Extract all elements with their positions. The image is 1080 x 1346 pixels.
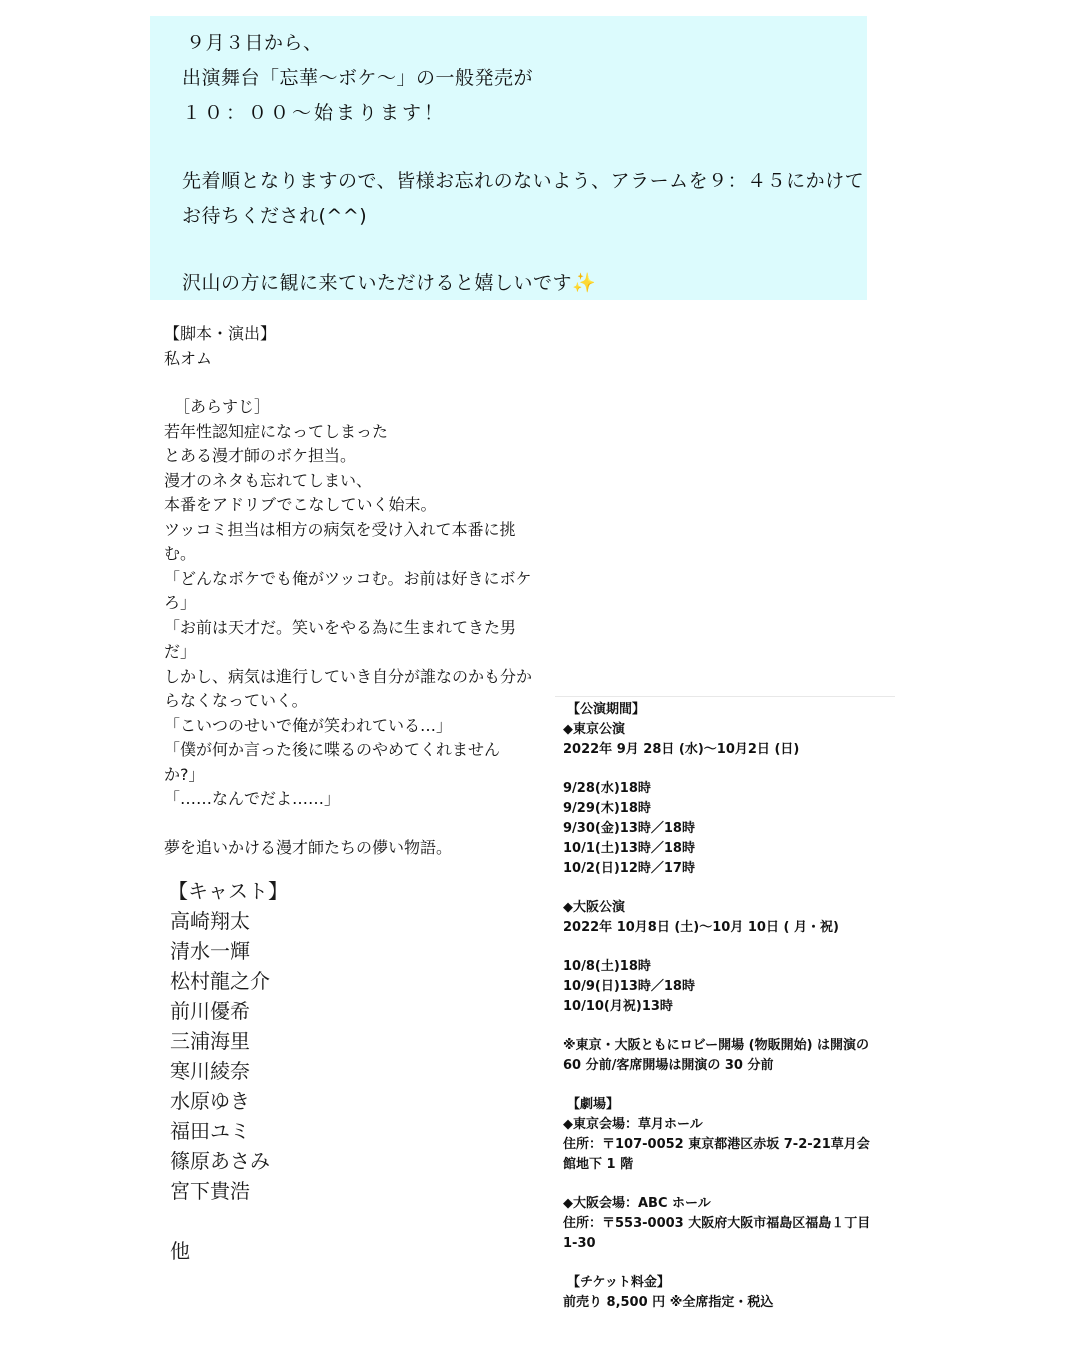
cast-member: 三浦海里 <box>170 1029 250 1053</box>
notice-line: ９月３日から、 <box>186 32 323 54</box>
cast-list <box>164 906 584 1206</box>
synopsis-line: ツッコミ担当は相方の病気を受け入れて本番に挑 <box>164 519 516 539</box>
tokyo-show-time: 9/28(水)18時 <box>563 781 651 796</box>
venue-heading: 【劇場】 <box>567 1097 620 1112</box>
synopsis-text <box>164 420 584 812</box>
notice-line: お待ちくだされ(^^) <box>182 205 368 227</box>
synopsis-line: 本番をアドリブでこなしていく始末。 <box>164 495 437 514</box>
cast-member: 高崎翔太 <box>170 909 250 933</box>
cast-heading: 【キャスト】 <box>168 879 288 903</box>
cast-member: 寒川綾奈 <box>170 1059 250 1083</box>
tokyo-show-time: 10/1(土)13時／18時 <box>563 841 695 856</box>
osaka-venue-address: 住所：〒553-0003 大阪府大阪市福島区福島１丁目 <box>563 1216 871 1231</box>
tokyo-show-time: 9/30(金)13時／18時 <box>563 821 695 836</box>
synopsis-line: しかし、病気は進行していき自分が誰なのかも分か <box>164 666 533 686</box>
tokyo-venue-title: ◆東京会場：草月ホール <box>563 1117 703 1132</box>
cast-member: 福田ユミ <box>170 1119 250 1143</box>
synopsis-line: ろ」 <box>164 593 197 612</box>
notice-line: 沢山の方に観に来ていただけると嬉しいです✨ <box>182 272 597 294</box>
osaka-show-time: 10/10(月祝)13時 <box>563 999 673 1014</box>
tokyo-venue-address: 住所：〒107-0052 東京都港区赤坂 7-2-21草月会 <box>563 1137 870 1152</box>
cast-member: 清水一輝 <box>170 939 250 963</box>
script-heading: 【脚本・演出】 <box>164 324 277 343</box>
osaka-show-time: 10/8(土)18時 <box>563 959 651 974</box>
tokyo-show-time: 9/29(木)18時 <box>563 801 651 816</box>
ticket-heading: 【チケット料金】 <box>567 1275 670 1290</box>
cast-others: 他 <box>170 1239 190 1263</box>
synopsis-line: 「お前は天才だ。笑いをやる為に生まれてきた男 <box>164 617 517 637</box>
osaka-performance-period: 2022年 10月8日 (土)〜10月 10日 ( 月・祝) <box>563 920 839 935</box>
synopsis-line: 若年性認知症になってしまった <box>164 421 389 441</box>
cast-member: 篠原あさみ <box>170 1149 270 1173</box>
tokyo-performance-period: 2022年 9月 28日 (水)〜10月2日 (日) <box>563 742 800 757</box>
cast-member: 宮下貴浩 <box>170 1179 250 1203</box>
ticket-price: 前売り 8,500 円 ※全席指定・税込 <box>563 1295 774 1310</box>
right-column <box>563 700 908 1313</box>
osaka-venue-title: ◆大阪会場：ABC ホール <box>563 1196 711 1211</box>
synopsis-line: 漫才のネタも忘れてしまい、 <box>164 470 373 490</box>
synopsis-line: 「どんなボケでも俺がツッコむ。お前は好きにボケ <box>164 568 532 588</box>
synopsis-closing: 夢を追いかける漫才師たちの儚い物語。 <box>164 837 453 857</box>
script-author: 私オム <box>164 348 213 368</box>
osaka-performance-title: ◆大阪公演 <box>563 900 625 915</box>
tokyo-show-time: 10/2(日)12時／17時 <box>563 861 695 876</box>
notice-line: １０：００〜始まります！ <box>182 102 447 124</box>
synopsis-line: む。 <box>164 544 197 563</box>
announcement-box <box>150 16 867 300</box>
cast-member: 水原ゆき <box>170 1089 250 1113</box>
notice-line: 先着順となりますので、皆様お忘れのないよう、アラームを９：４５にかけて <box>182 170 865 192</box>
synopsis-heading: ［あらすじ］ <box>174 397 271 416</box>
synopsis-line: 「……なんでだよ……」 <box>164 789 341 808</box>
cast-member: 松村龍之介 <box>170 969 270 993</box>
tokyo-venue-address: 館地下 1 階 <box>563 1157 634 1172</box>
synopsis-line: 「こいつのせいで俺が笑われている…」 <box>164 715 453 735</box>
cast-member: 前川優希 <box>170 999 250 1023</box>
left-column <box>164 322 584 1266</box>
synopsis-line: 「僕が何か言った後に喋るのやめてくれません <box>164 740 501 759</box>
synopsis-line: とある漫才師のボケ担当。 <box>164 446 357 465</box>
schedule-heading: 【公演期間】 <box>567 702 646 717</box>
synopsis-line: だ」 <box>164 642 197 661</box>
schedule-note: 60 分前/客席開場は開演の 30 分前 <box>563 1058 774 1073</box>
osaka-venue-address: 1-30 <box>563 1236 596 1251</box>
notice-line: 出演舞台「忘華〜ボケ〜」の一般発売が <box>182 67 534 89</box>
osaka-show-time: 10/9(日)13時／18時 <box>563 979 695 994</box>
schedule-note: ※東京・大阪ともにロビー開場 (物販開始) は開演の <box>563 1038 870 1053</box>
tokyo-performance-title: ◆東京公演 <box>563 722 625 737</box>
synopsis-line: らなくなっていく。 <box>164 691 308 710</box>
synopsis-line: か?」 <box>164 764 205 784</box>
